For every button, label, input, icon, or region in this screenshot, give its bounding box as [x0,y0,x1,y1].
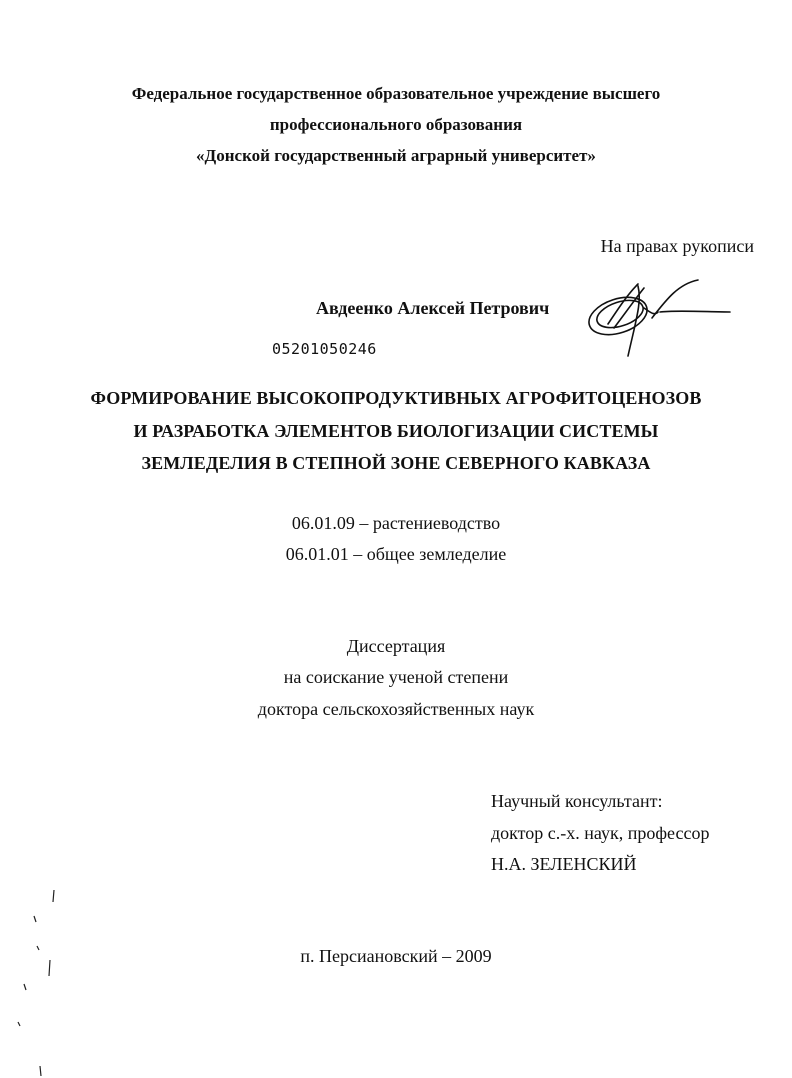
specialty-item: 06.01.01 – общее земледелие [285,544,507,564]
institution-line-2: профессионального образования [269,115,523,134]
consultant-rank: доктор с.-х. наук, профессор [491,823,710,843]
title-line-1: ФОРМИРОВАНИЕ ВЫСОКОПРОДУКТИВНЫХ АГРОФИТОЦЕНОЗОВ [90,388,702,408]
title-line-2: И РАЗРАБОТКА ЭЛЕМЕНТОВ БИОЛОГИЗАЦИИ СИСТЕМЫ [133,421,659,441]
scan-edge-marks [0,880,70,1078]
title-line-3: ЗЕМЛЕДЕЛИЯ В СТЕПНОЙ ЗОНЕ СЕВЕРНОГО КАВКАЗА [141,453,651,473]
degree-line-2: на соискание ученой степени [283,667,509,687]
handwritten-signature [580,272,740,364]
degree-line-3: доктора сельскохозяйственных наук [257,699,535,719]
rights-note: На правах рукописи [600,236,754,256]
consultant-label: Научный консультант: [491,791,663,811]
consultant-name: Н.А. ЗЕЛЕНСКИЙ [491,854,637,874]
institution-line-1: Федеральное государственное образовательное учреждение высшего [131,84,661,103]
institution-line-3: «Донской государственный аграрный университет» [196,146,596,165]
specialty-item: 06.01.09 – растениеводство [291,513,501,533]
registration-number: 05201050246 [272,340,377,358]
degree-line-1: Диссертация [346,636,446,656]
author-name: Авдеенко Алексей Петрович [316,298,550,318]
place-year: п. Персиановский – 2009 [300,946,492,966]
